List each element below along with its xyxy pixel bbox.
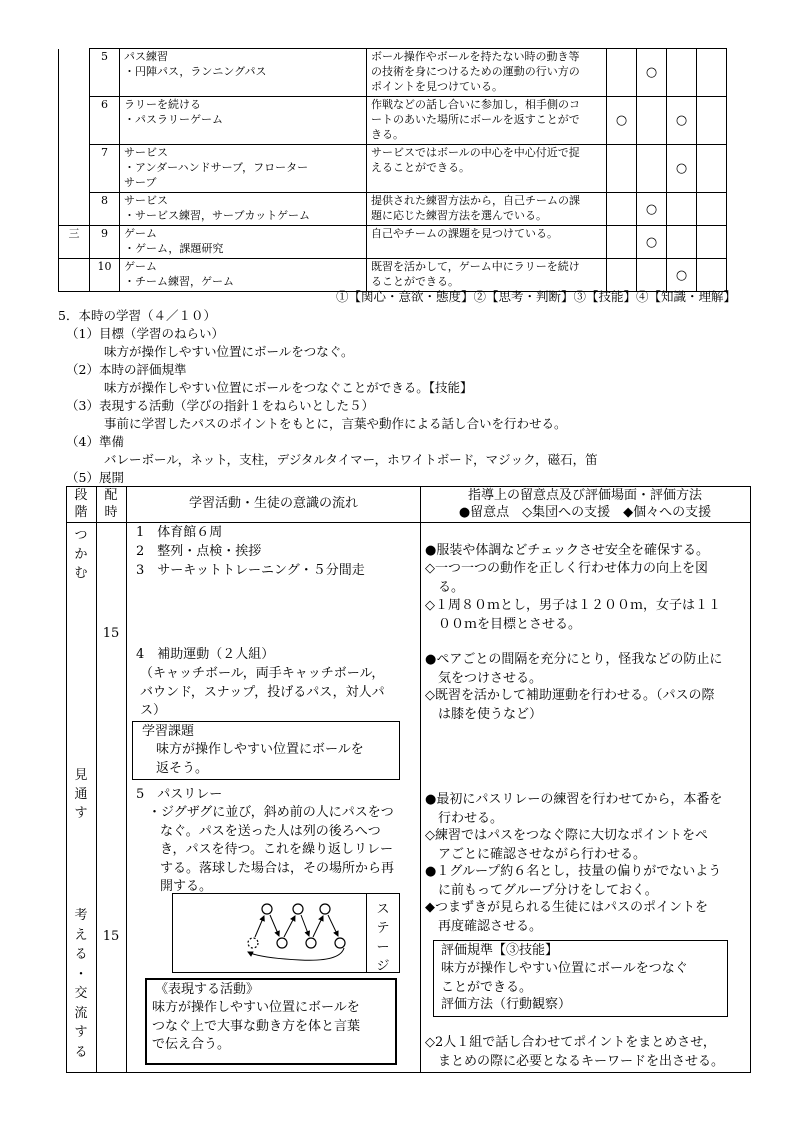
text-line: ラリーを続ける [124,98,201,111]
player-circle [306,938,316,948]
guide-knee [425,687,715,724]
section-title: 5．本時の学習（４／１０） [58,308,216,323]
unit-row [59,193,727,226]
unit-cell [59,193,90,226]
vertical-char: 配 [104,488,118,503]
vertical-char: 階 [74,505,88,520]
vertical-char: 通 [74,787,88,802]
criteria-text: 味方が操作しやすい位置にボールをつなぐことができる。【技能】 [104,380,473,395]
phase-outlook [71,766,91,823]
vertical-char: つ [74,528,88,543]
header-time [98,487,124,521]
unit-cell: ○ [637,193,667,226]
evaluation-text [441,960,688,997]
unit-cell [607,193,637,226]
evaluation-method: 評価方法（行動観察） [441,997,572,1012]
text-line: 提供された練習方法から，自己チームの課 [371,194,580,207]
player-circle [320,904,330,914]
text-line: は膝を使うなど） [438,706,543,722]
vertical-char: む [74,566,88,581]
text-line: つなぐ上で大事な動き方を体と言葉 [152,1018,361,1034]
text-line: ●ペアごとの間隔を充分にとり，怪我などの防止に [425,652,723,667]
evaluation-title: 評価規準【③技能】 [441,943,559,958]
unit-cell [120,97,367,145]
unit-cell [637,145,667,193]
learning-task-title: 学習課題 [142,724,195,739]
unit-cell [697,193,727,226]
player-circle [262,904,272,914]
text-line: ス） [140,703,167,718]
text-line: えることができる。 [371,161,470,174]
time-2: 15 [102,929,120,944]
unit-cell: ○ [637,226,667,259]
vertical-char: 段 [74,488,88,503]
guide-spacing [425,651,722,688]
text-line: き，パスを待つ。これを繰り返しリレー [160,842,393,857]
unit-cell [697,259,727,292]
vertical-char: ジ [376,959,390,974]
stage-label [368,900,398,976]
unit-cell: ○ [637,49,667,97]
guide-pair-discussion [425,1034,724,1071]
header-phase [68,487,94,521]
guide-grouping [425,863,721,900]
learning-task-text [156,741,364,778]
header-guide: 指導上の留意点及び評価場面・評価方法 [467,488,702,503]
unit-cell: 9 [90,226,120,259]
guide-individual [425,899,708,936]
activity-5: 5 パスリレー [136,787,223,802]
vertical-char: か [74,547,88,562]
unit-cell: 5 [90,49,120,97]
unit-cell [367,49,607,97]
goal-text: 味方が操作しやすい位置にボールをつなぐ。 [104,344,354,359]
text-line: で伝え合う。 [152,1037,231,1052]
text-line: 味方が操作しやすい位置にボールを [152,1000,360,1015]
text-line: ことができる。 [441,979,533,995]
text-line: 自己やチームの課題を見つけている。 [371,227,558,240]
text-line: ００ｍを目標とさせる。 [438,616,582,632]
activity-3: 3 サーキットトレーニング・５分間走 [136,563,365,578]
text-line: ◇一つ一つの動作を正しく行わせ体力の向上を図 [425,561,708,576]
heading-criteria: （2）本時の評価規準 [66,362,187,377]
heading-goal: （1）目標（学習のねらい） [66,326,224,341]
unit-cell: ○ [667,97,697,145]
text-line: ◇練習ではパスをつなぐ際に大切なポイントをペ [425,828,708,843]
unit-cell: 6 [90,97,120,145]
unit-cell [120,145,367,193]
text-line: 気をつけさせる。 [438,670,543,686]
text-line: バウンド，スナップ，投げるパス，対人パ [140,684,385,700]
unit-cell: ○ [607,97,637,145]
vertical-char: ・ [74,966,88,982]
zigzag-diagram [240,898,365,966]
vertical-char: 考 [74,908,88,923]
text-line: ●最初にパスリレーの練習を行わせてから，本番を [425,792,723,807]
player-circle [335,938,345,948]
unit-cell [59,49,90,97]
guide-check [425,827,708,864]
unit-cell [120,259,367,292]
phase-grasp [71,526,91,583]
text-line: する。落球した場合は，その場所から再 [160,860,395,876]
text-line: 味方が操作しやすい位置にボールをつなぐ [441,961,688,976]
activity-2: 2 整列・点検・挨拶 [136,544,262,559]
unit-row [59,49,727,97]
unit-cell [607,49,637,97]
text-line: ゲーム [124,260,157,273]
text-line: ・ジグザグに並び，斜め前の人にパスをつ [148,805,394,820]
text-line: 返そう。 [156,760,209,776]
unit-cell [120,193,367,226]
heading-expression: （3）表現する活動（学びの指針１をねらいとした５） [66,398,374,413]
text-line: 再度確認させる。 [438,918,543,934]
header-activity: 学習活動・生徒の意識の流れ [188,496,358,511]
unit-cell [367,145,607,193]
unit-cell [637,97,667,145]
preparation-text: バレーボール，ネット，支柱，デジタルタイマー，ホワイトボード，マジック，磁石，笛 [104,452,598,467]
unit-cell [59,145,90,193]
guide-strength [425,560,708,597]
heading-flow: （5）展開 [66,470,124,485]
text-line: る。 [438,579,465,595]
unit-row [59,145,727,193]
guide-safety [425,542,709,561]
vertical-char: 流 [74,1005,88,1021]
unit-cell: 8 [90,193,120,226]
unit-cell [607,226,637,259]
expression-activity-title: 《表現する活動》 [155,982,260,997]
text-line: 味方が操作しやすい位置にボールを [156,742,364,757]
text-line: サーブ [124,176,157,189]
unit-cell [120,49,367,97]
unit-cell [697,97,727,145]
unit-cell: 7 [90,145,120,193]
unit-cell [697,226,727,259]
text-line: ・円陣パス，ランニングパス [124,65,267,78]
text-line: ◇2人１組で話し合わせてポイントをまとめさせ， [425,1035,716,1050]
text-line: 題に応じた練習方法を選んでいる。 [371,209,547,222]
vertical-char: る [74,947,88,962]
text-line: まとめの際に必要となるキーワードを出させる。 [438,1053,725,1069]
unit-cell [667,193,697,226]
text-line: の技術を身につけるための運動の行い方の [371,65,580,78]
text-line: パス練習 [124,50,168,63]
expression-text: 事前に学習したパスのポイントをもとに，言葉や動作による話し合いを行わせる。 [104,416,567,431]
activity-5-details [148,804,394,897]
unit-cell [59,259,90,292]
text-line: ◇１周８０ｍとし，男子は１２００ｍ，女子は１１ [425,598,721,613]
vertical-char: す [74,806,88,821]
text-line: ◇既習を活かして補助運動を行わせる。（パスの際 [425,688,715,703]
player-circle [293,904,303,914]
text-line: ・パスラリーゲーム [124,113,223,126]
start-position-circle [248,938,258,948]
unit-cell: 三 [59,226,90,259]
expression-activity-text [152,999,360,1055]
text-line: ゲーム [124,227,157,240]
unit-row [59,97,727,145]
header-guide-legend: ●留意点 ◇集団への支援 ◆個々への支援 [458,505,712,520]
text-line: ボール操作やボールを持たない時の動き等 [371,50,580,63]
unit-cell [367,259,607,292]
activity-4-details [140,665,385,721]
unit-plan-table [58,48,727,292]
heading-preparation: （4）準備 [66,434,124,449]
text-line: ・アンダーハンドサーブ，フローター [124,161,309,174]
unit-cell [607,145,637,193]
text-line: 既習を活かして，ゲーム中にラリーを続け [371,260,580,273]
time-1: 15 [102,626,120,641]
activity-4: 4 補助運動（２人組） [136,647,275,662]
text-line: ●１グループ約６名とし，技量の偏りがでないよう [425,864,722,879]
vertical-char: る [74,1044,88,1060]
text-line: 作戦などの話し合いに参加し，相手側のコ [371,98,580,111]
vertical-char: 時 [104,505,118,520]
unit-cell [367,97,607,145]
unit-cell [607,259,637,292]
unit-cell [697,145,727,193]
guide-distance [425,597,721,634]
text-line: なぐ。パスを送った人は列の後ろへつ [160,823,381,839]
unit-cell [367,193,607,226]
vertical-char: ス [376,902,390,917]
vertical-char: テ [376,921,390,936]
vertical-char: 見 [74,768,88,783]
evaluation-legend: ①【関心・意欲・態度】②【思考・判断】③【技能】④【知識・理解】 [335,289,736,304]
unit-cell [367,226,607,259]
text-line: ●服装や体調などチェックさせ安全を確保する。 [425,543,709,558]
unit-cell [697,49,727,97]
text-line: ートのあいた場所にボールを返すことがで [371,113,580,126]
text-line: （キャッチボール，両手キャッチボール， [140,666,385,681]
guide-practice [425,791,722,828]
vertical-char: 交 [74,986,88,1001]
unit-cell [59,97,90,145]
activity-1: 1 体育館６周 [136,525,223,540]
text-line: きる。 [371,128,404,141]
unit-cell [667,49,697,97]
text-line: ◆つまずきが見られる生徒にはパスのポイントを [425,900,708,915]
text-line: ポイントを見つけている。 [371,80,503,93]
unit-row [59,226,727,259]
unit-row [59,259,727,292]
text-line: ・ゲーム，課題研究 [124,242,224,255]
text-line: に前もってグループ分けをしておく。 [438,882,658,898]
text-line: ・チーム練習，ゲーム [124,275,234,288]
text-line: ることができる。 [371,275,459,288]
vertical-char: ー [376,940,390,955]
unit-cell: 10 [90,259,120,292]
unit-cell: ○ [667,259,697,292]
unit-cell [637,259,667,292]
text-line: サービス [124,194,168,207]
phase-think [71,906,91,1062]
unit-cell [120,226,367,259]
unit-cell [667,226,697,259]
text-line: ・サービス練習，サーブカットゲーム [124,209,311,222]
vertical-char: す [74,1025,88,1040]
text-line: アごとに確認させながら行わせる。 [438,846,647,862]
text-line: サービスではボールの中心を中心付近で捉 [371,146,580,159]
vertical-char: え [74,927,88,943]
text-line: 行わせる。 [438,810,504,826]
unit-cell: ○ [667,145,697,193]
player-circle [277,938,287,948]
text-line: 開する。 [160,879,213,894]
text-line: サービス [124,146,168,159]
